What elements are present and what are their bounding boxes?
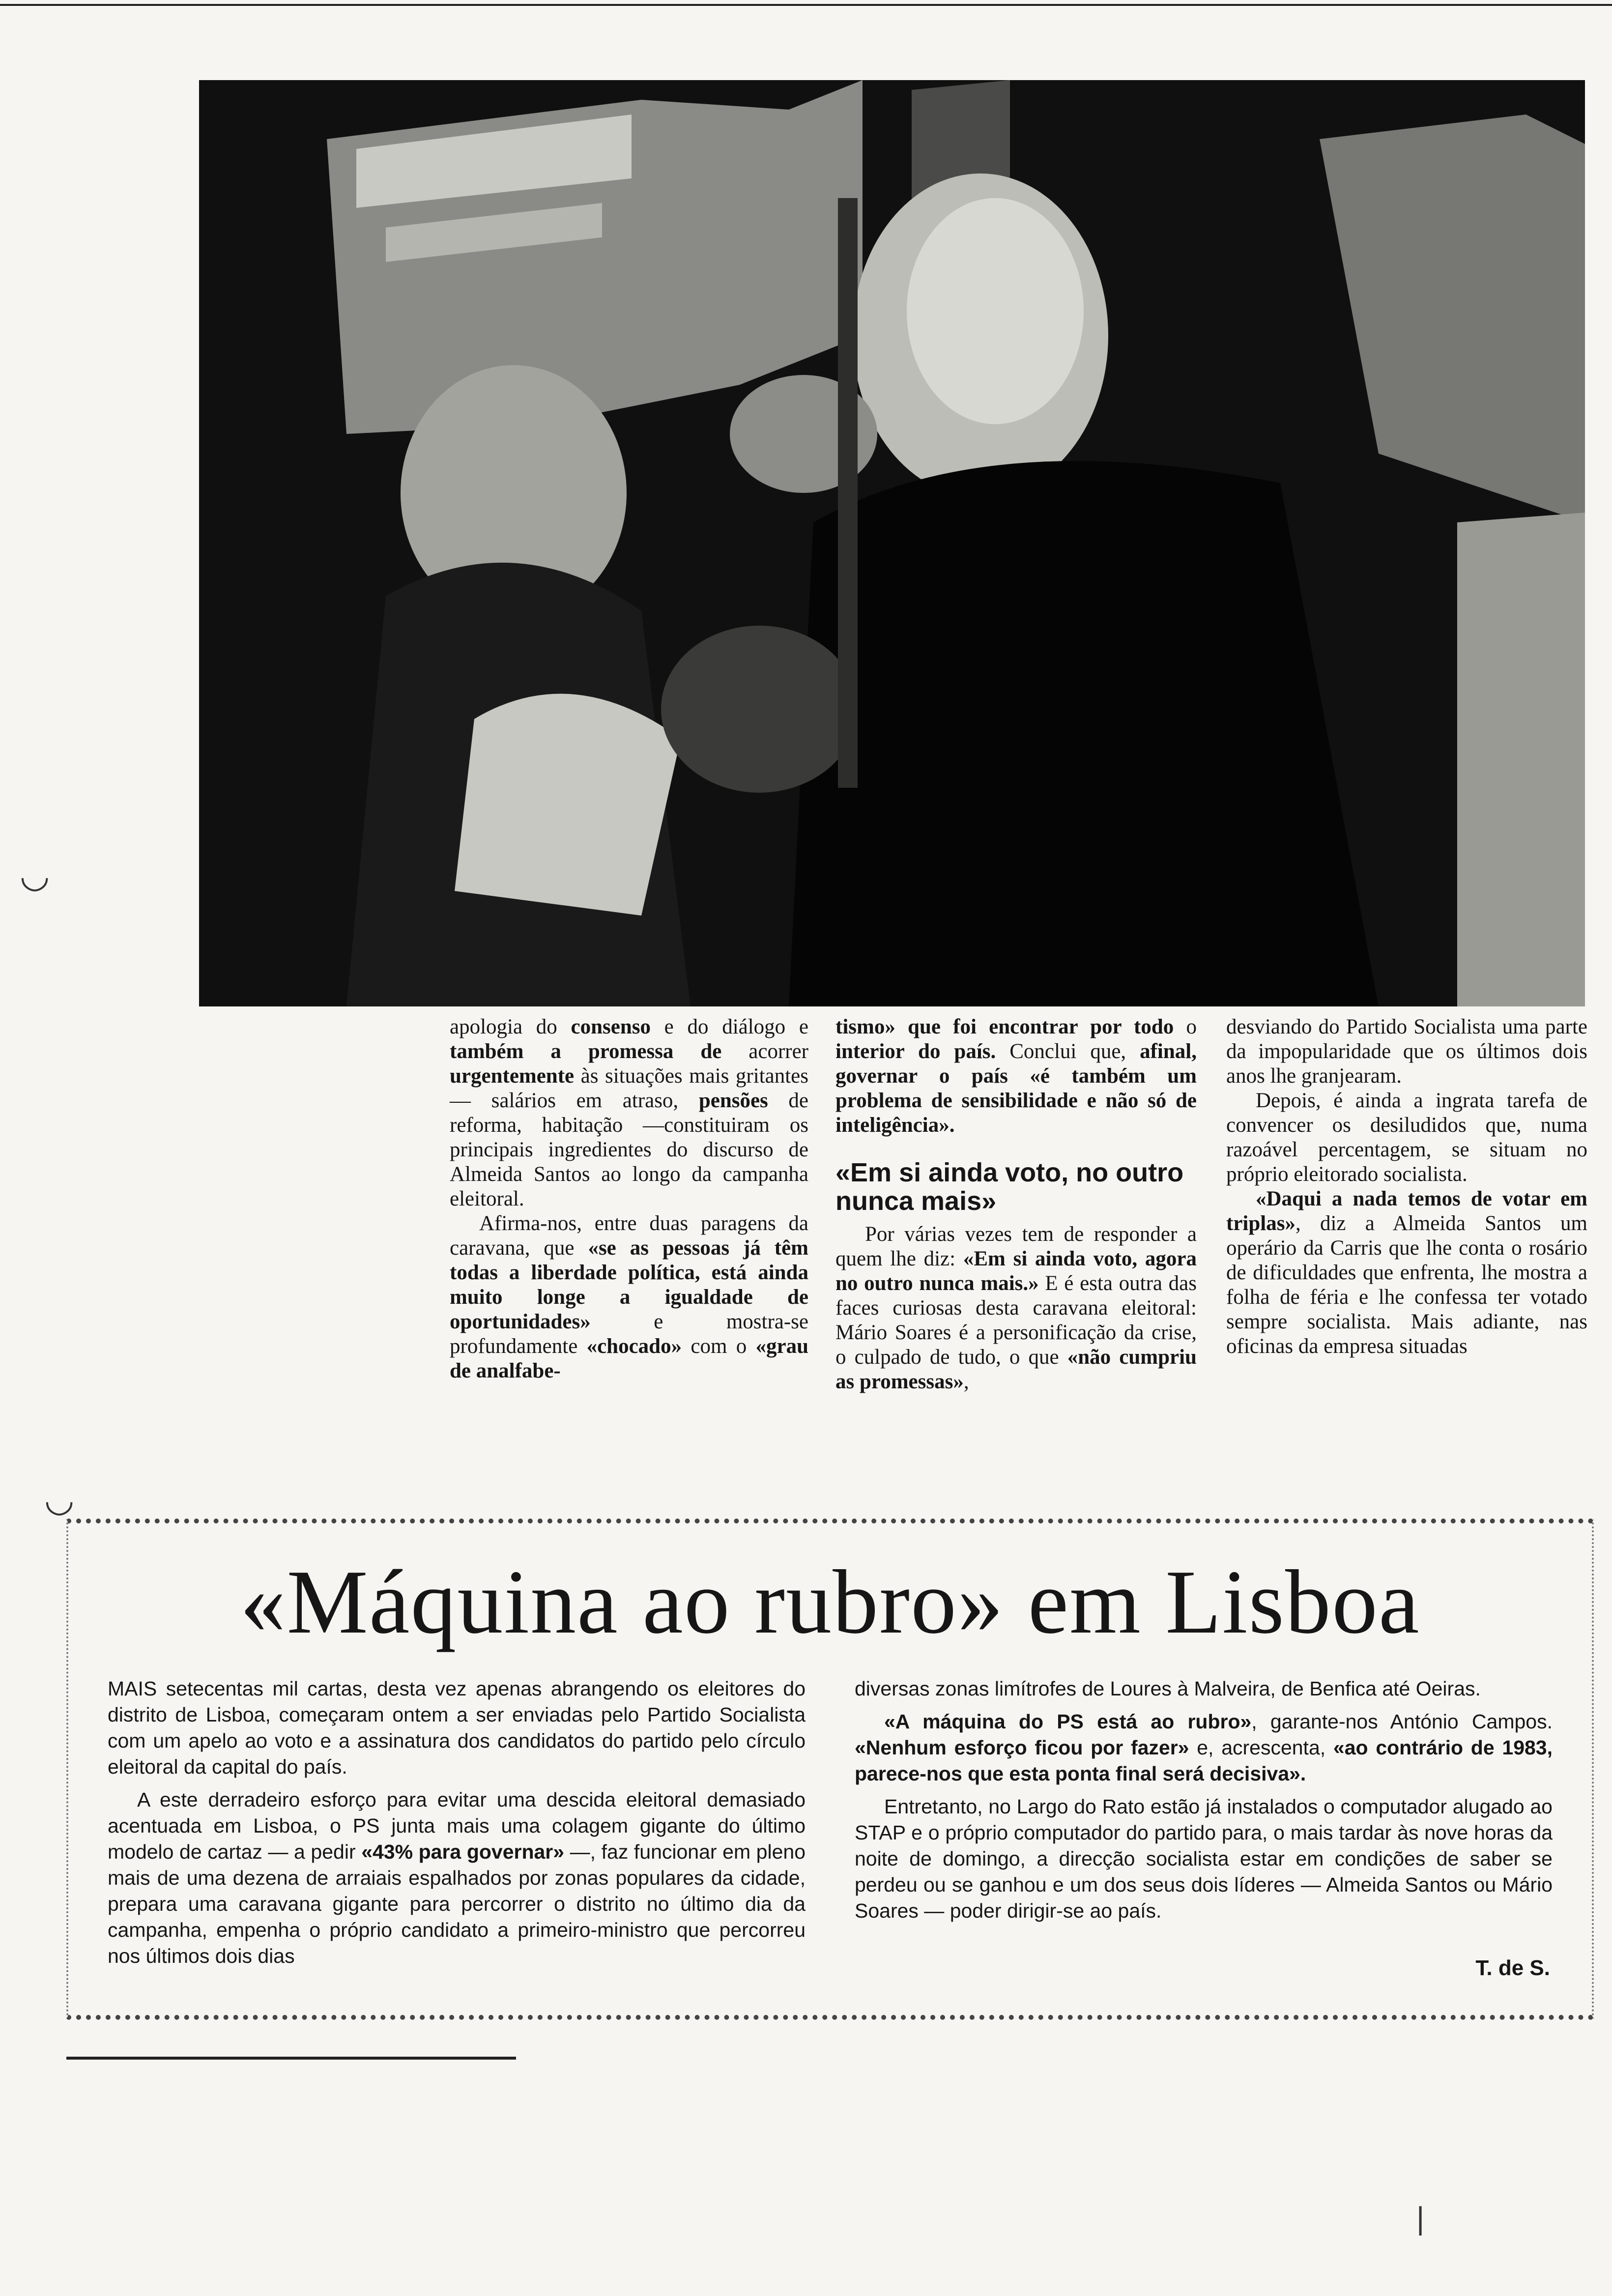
body-text: e, acrescenta,: [1189, 1736, 1333, 1759]
paragraph: [855, 1676, 1553, 1702]
body-text: Afirma-nos, entre duas paragens da caravana, que: [450, 1212, 808, 1260]
scan-mark: |: [1415, 2202, 1426, 2236]
body-text: desviando do Partido Socialista uma parte da impopularidade que os últimos dois anos lhe granjearam.: [1226, 1015, 1587, 1088]
article-column-2: [835, 1015, 1197, 1394]
emphasized-text: «não cumpriu as promessas»: [835, 1346, 1197, 1393]
boxed-article-column-1: [108, 1676, 806, 1976]
body-text: acorrer: [721, 1040, 808, 1063]
body-text: às situações mais gritantes — salários em atraso,: [450, 1064, 808, 1112]
paragraph: [835, 1222, 1197, 1394]
paragraph: [108, 1787, 806, 1969]
paragraph: [855, 1709, 1553, 1787]
emphasized-text: que foi encontrar por todo: [908, 1015, 1174, 1038]
emphasized-text: afinal, governar o país «é também um problema de sensibilidade e não só de inteligência».: [835, 1040, 1197, 1137]
body-text: , garante-nos António Campos.: [1251, 1710, 1553, 1733]
emphasized-text: «chocado»: [586, 1335, 682, 1358]
body-text: Entretanto, no Largo do Rato estão já instalados o computador alugado ao STAP e o próprio computador do partido para, o mais tardar às nove horas da noite de domingo, a direcção socialista estar em condições de saber se perdeu ou se ganhou e um dos seus dois líderes — Almeida Santos ou Mário Soares — poder dirigir-se ao país.: [855, 1795, 1553, 1922]
top-border-line: [0, 4, 1612, 6]
paragraph: [1226, 1015, 1587, 1089]
body-text: apologia do: [450, 1015, 571, 1038]
emphasized-text: tismo»: [835, 1015, 895, 1038]
paragraph: [1226, 1089, 1587, 1187]
body-text: de reforma, habitação —constituiram os principais ingredientes do discurso de Almeida Santos ao longo da campanha eleitoral.: [450, 1089, 808, 1210]
body-text: Conclui que,: [996, 1040, 1140, 1063]
emphasized-text: pensões: [698, 1089, 768, 1112]
emphasized-text: «A máquina do PS está ao rubro»: [884, 1710, 1252, 1733]
crowd-photo: [199, 80, 1585, 1006]
body-text: o: [1174, 1015, 1197, 1038]
body-text: MAIS setecentas mil cartas, desta vez apenas abrangendo os eleitores do distrito de Lisboa, começaram ontem a ser enviadas pelo Partido Socialista com um apelo ao voto e a assinatura dos candidatos do partido pelo círculo eleitoral da capital do país.: [108, 1677, 806, 1778]
emphasized-text: «43% para governar»: [361, 1840, 565, 1863]
author-signature: T. de S.: [1475, 1956, 1550, 1980]
scan-mark: ◡: [44, 1479, 75, 1520]
body-text: e do diálogo e: [650, 1015, 808, 1038]
boxed-article-headline: «Máquina ao rubro» em Lisboa: [240, 1551, 1420, 1653]
emphasized-text: interior do país.: [835, 1040, 996, 1063]
paragraph: [450, 1015, 808, 1211]
boxed-article: [66, 1519, 1594, 2020]
body-text: e mostra-se profundamente: [450, 1310, 808, 1358]
paragraph: [835, 1015, 1197, 1138]
body-text: E é esta outra das faces curiosas desta caravana eleitoral: Mário Soares é a personificação da crise, o culpado de tudo, o que: [835, 1272, 1197, 1369]
subheading: «Em si ainda voto, no outro nunca mais»: [835, 1158, 1184, 1216]
emphasized-text: «Nenhum esforço ficou por fazer»: [855, 1736, 1189, 1759]
body-text: com o: [682, 1335, 756, 1358]
paragraph: [855, 1794, 1553, 1924]
paragraph: [108, 1676, 806, 1780]
paragraph: [450, 1211, 808, 1383]
body-text: ,: [963, 1370, 969, 1393]
body-text: —, faz funcionar em pleno mais de uma dezena de arraiais espalhados por zonas populares da cidade, prepara uma caravana gigante para percorrer o distrito no último dia da campanha, empenha o próprio candidato a primeiro-ministro que percorreu nos últimos dois dias: [108, 1840, 806, 1967]
body-text: Por várias vezes tem de responder a quem lhe diz:: [835, 1223, 1197, 1270]
emphasized-text: «Daqui a nada temos de votar em triplas»: [1226, 1187, 1587, 1235]
bottom-rule: [66, 2057, 516, 2060]
scan-mark: ◡: [20, 855, 50, 895]
emphasized-text: «ao contrário de 1983, parece-nos que esta ponta final será decisiva».: [855, 1736, 1553, 1785]
body-text: Depois, é ainda a ingrata tarefa de convencer os desiludidos que, numa razoável percentagem, se situam no próprio eleitorado socialista.: [1226, 1089, 1587, 1186]
article-column-1: [450, 1015, 808, 1383]
body-text: [895, 1015, 908, 1038]
article-column-3: [1226, 1015, 1587, 1359]
emphasized-text: «Em si ainda voto, agora no outro nunca mais.»: [835, 1247, 1197, 1295]
body-text: , diz a Almeida Santos um operário da Carris que lhe conta o rosário de dificuldades que enfrenta, lhe mostra a folha de féria e lhe confessa ter votado sempre socialista. Mais adiante, nas oficinas da empresa situadas: [1226, 1212, 1587, 1358]
body-text: diversas zonas limítrofes de Loures à Malveira, de Benfica até Oeiras.: [855, 1677, 1481, 1700]
paragraph: [1226, 1187, 1587, 1359]
boxed-article-column-2: [855, 1676, 1553, 1931]
body-text: A este derradeiro esforço para evitar uma descida eleitoral demasiado acentuada em Lisboa, o PS junta mais uma colagem gigante do último modelo de cartaz — a pedir: [108, 1788, 806, 1863]
emphasized-text: «grau de analfabe-: [450, 1335, 808, 1382]
emphasized-text: também a promessa de: [450, 1040, 722, 1063]
emphasized-text: «se as pessoas já têm todas a liberdade política, está ainda muito longe a igualdade de oportunidades»: [450, 1236, 808, 1333]
emphasized-text: urgentemente: [450, 1064, 575, 1088]
emphasized-text: consenso: [571, 1015, 651, 1038]
photo-illustration: [199, 80, 1585, 1006]
